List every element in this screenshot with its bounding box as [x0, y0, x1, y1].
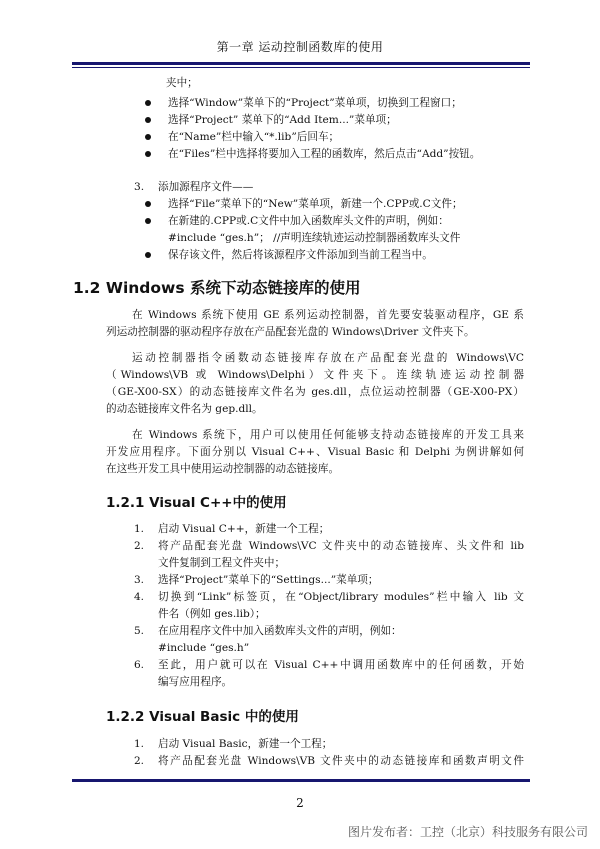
- step-text: 切换到“Link”标签页，在“Object/library modules”栏中输入 lib 文: [158, 591, 524, 603]
- paragraph-line: 列运动控制器的驱动程序存放在产品配套光盘的 Windows\Driver 文件夹下。: [106, 326, 475, 338]
- step-text: 启动 Visual C++，新建一个工程；: [158, 523, 330, 535]
- step-number: 6.: [134, 659, 145, 671]
- bullet-item: 在“Files”栏中选择将要加入工程的函数库，然后点击“Add”按钮。: [168, 148, 481, 160]
- step-text: 添加源程序文件——: [158, 181, 254, 193]
- step-number: 3.: [134, 181, 145, 193]
- step-text: 将产品配套光盘 Windows\VB 文件夹中的动态链接库和函数声明文件: [158, 755, 524, 767]
- bullet-item: 保存该文件，然后将该源程序文件添加到当前工程当中。: [168, 249, 433, 261]
- paragraph-line: 在 Windows 系统下，用户可以使用任何能够支持动态链接库的开发工具来: [132, 429, 524, 441]
- step-number: 1.: [134, 738, 145, 750]
- footer-rule: [72, 779, 530, 782]
- paragraph-line: 在 Windows 系统下使用 GE 系列运动控制器，首先要安装驱动程序，GE 系: [132, 309, 524, 321]
- section-heading: 1.2 Windows 系统下动态链接库的使用: [73, 279, 361, 297]
- subsection-heading: 1.2.2 Visual Basic 中的使用: [106, 709, 299, 725]
- bullet-item: 选择“Project” 菜单下的“Add Item...”菜单项；: [168, 114, 397, 126]
- step-text: 件名（例如 ges.lib）；: [158, 608, 266, 620]
- step-number: 3.: [134, 574, 145, 586]
- paragraph-line: 在这些开发工具中使用运动控制器的动态链接库。: [106, 463, 340, 475]
- code-line: #include “ges.h”； //声明连续轨迹运动控制器函数库头文件: [168, 232, 461, 244]
- bullet-item: 选择“Window”菜单下的“Project”菜单项，切换到工程窗口；: [168, 97, 462, 109]
- step-number: 4.: [134, 591, 145, 603]
- step-text: 启动 Visual Basic，新建一个工程；: [158, 738, 333, 750]
- step-number: 2.: [134, 540, 145, 552]
- publisher-caption: 图片发布者：工控（北京）科技服务有限公司: [347, 825, 588, 839]
- step-text: 编写应用程序。: [158, 676, 233, 688]
- header-rule-thin: [72, 67, 530, 68]
- step-number: 1.: [134, 523, 145, 535]
- bullet-item: 选择“File”菜单下的“New”菜单项，新建一个.CPP或.C文件；: [168, 198, 463, 210]
- step-text: 在应用程序文件中加入函数库头文件的声明，例如：: [158, 625, 402, 637]
- code-line: #include “ges.h”: [158, 642, 250, 654]
- subsection-heading: 1.2.1 Visual C++中的使用: [106, 495, 287, 511]
- bullet-item: 在“Name”栏中输入“*.lib”后回车；: [168, 131, 340, 143]
- paragraph-line: 开发应用程序。下面分别以 Visual C++、Visual Basic 和 Delphi 为例讲解如何: [106, 446, 524, 458]
- page-header-title: 第一章 运动控制函数库的使用: [216, 40, 384, 54]
- paragraph-line: （GE-X00-SX）的动态链接库文件名为 ges.dll，点位运动控制器（GE-X00-PX）: [106, 386, 524, 398]
- continuation-text: 夹中；: [166, 77, 198, 89]
- step-number: 2.: [134, 755, 145, 767]
- step-number: 5.: [134, 625, 145, 637]
- step-text: 选择“Project”菜单下的“Settings...”菜单项；: [158, 574, 379, 586]
- paragraph-line: 运动控制器指令函数动态链接库存放在产品配套光盘的 Windows\VC: [132, 352, 524, 364]
- bullet-item: 在新建的.CPP或.C文件中加入函数库头文件的声明，例如：: [168, 215, 449, 227]
- header-rule-thick: [72, 62, 530, 65]
- paragraph-line: （Windows\VB 或 Windows\Delphi）文件夹下。连续轨迹运动控制器: [106, 369, 524, 381]
- paragraph-line: 的动态链接库文件名为 gep.dll。: [106, 403, 263, 415]
- step-text: 将产品配套光盘 Windows\VC 文件夹中的动态链接库、头文件和 lib: [158, 540, 524, 552]
- step-text: 至此，用户就可以在 Visual C++中调用函数库中的任何函数，开始: [158, 659, 524, 671]
- page-number: 2: [296, 796, 304, 810]
- step-text: 文件复制到工程文件夹中；: [158, 557, 286, 569]
